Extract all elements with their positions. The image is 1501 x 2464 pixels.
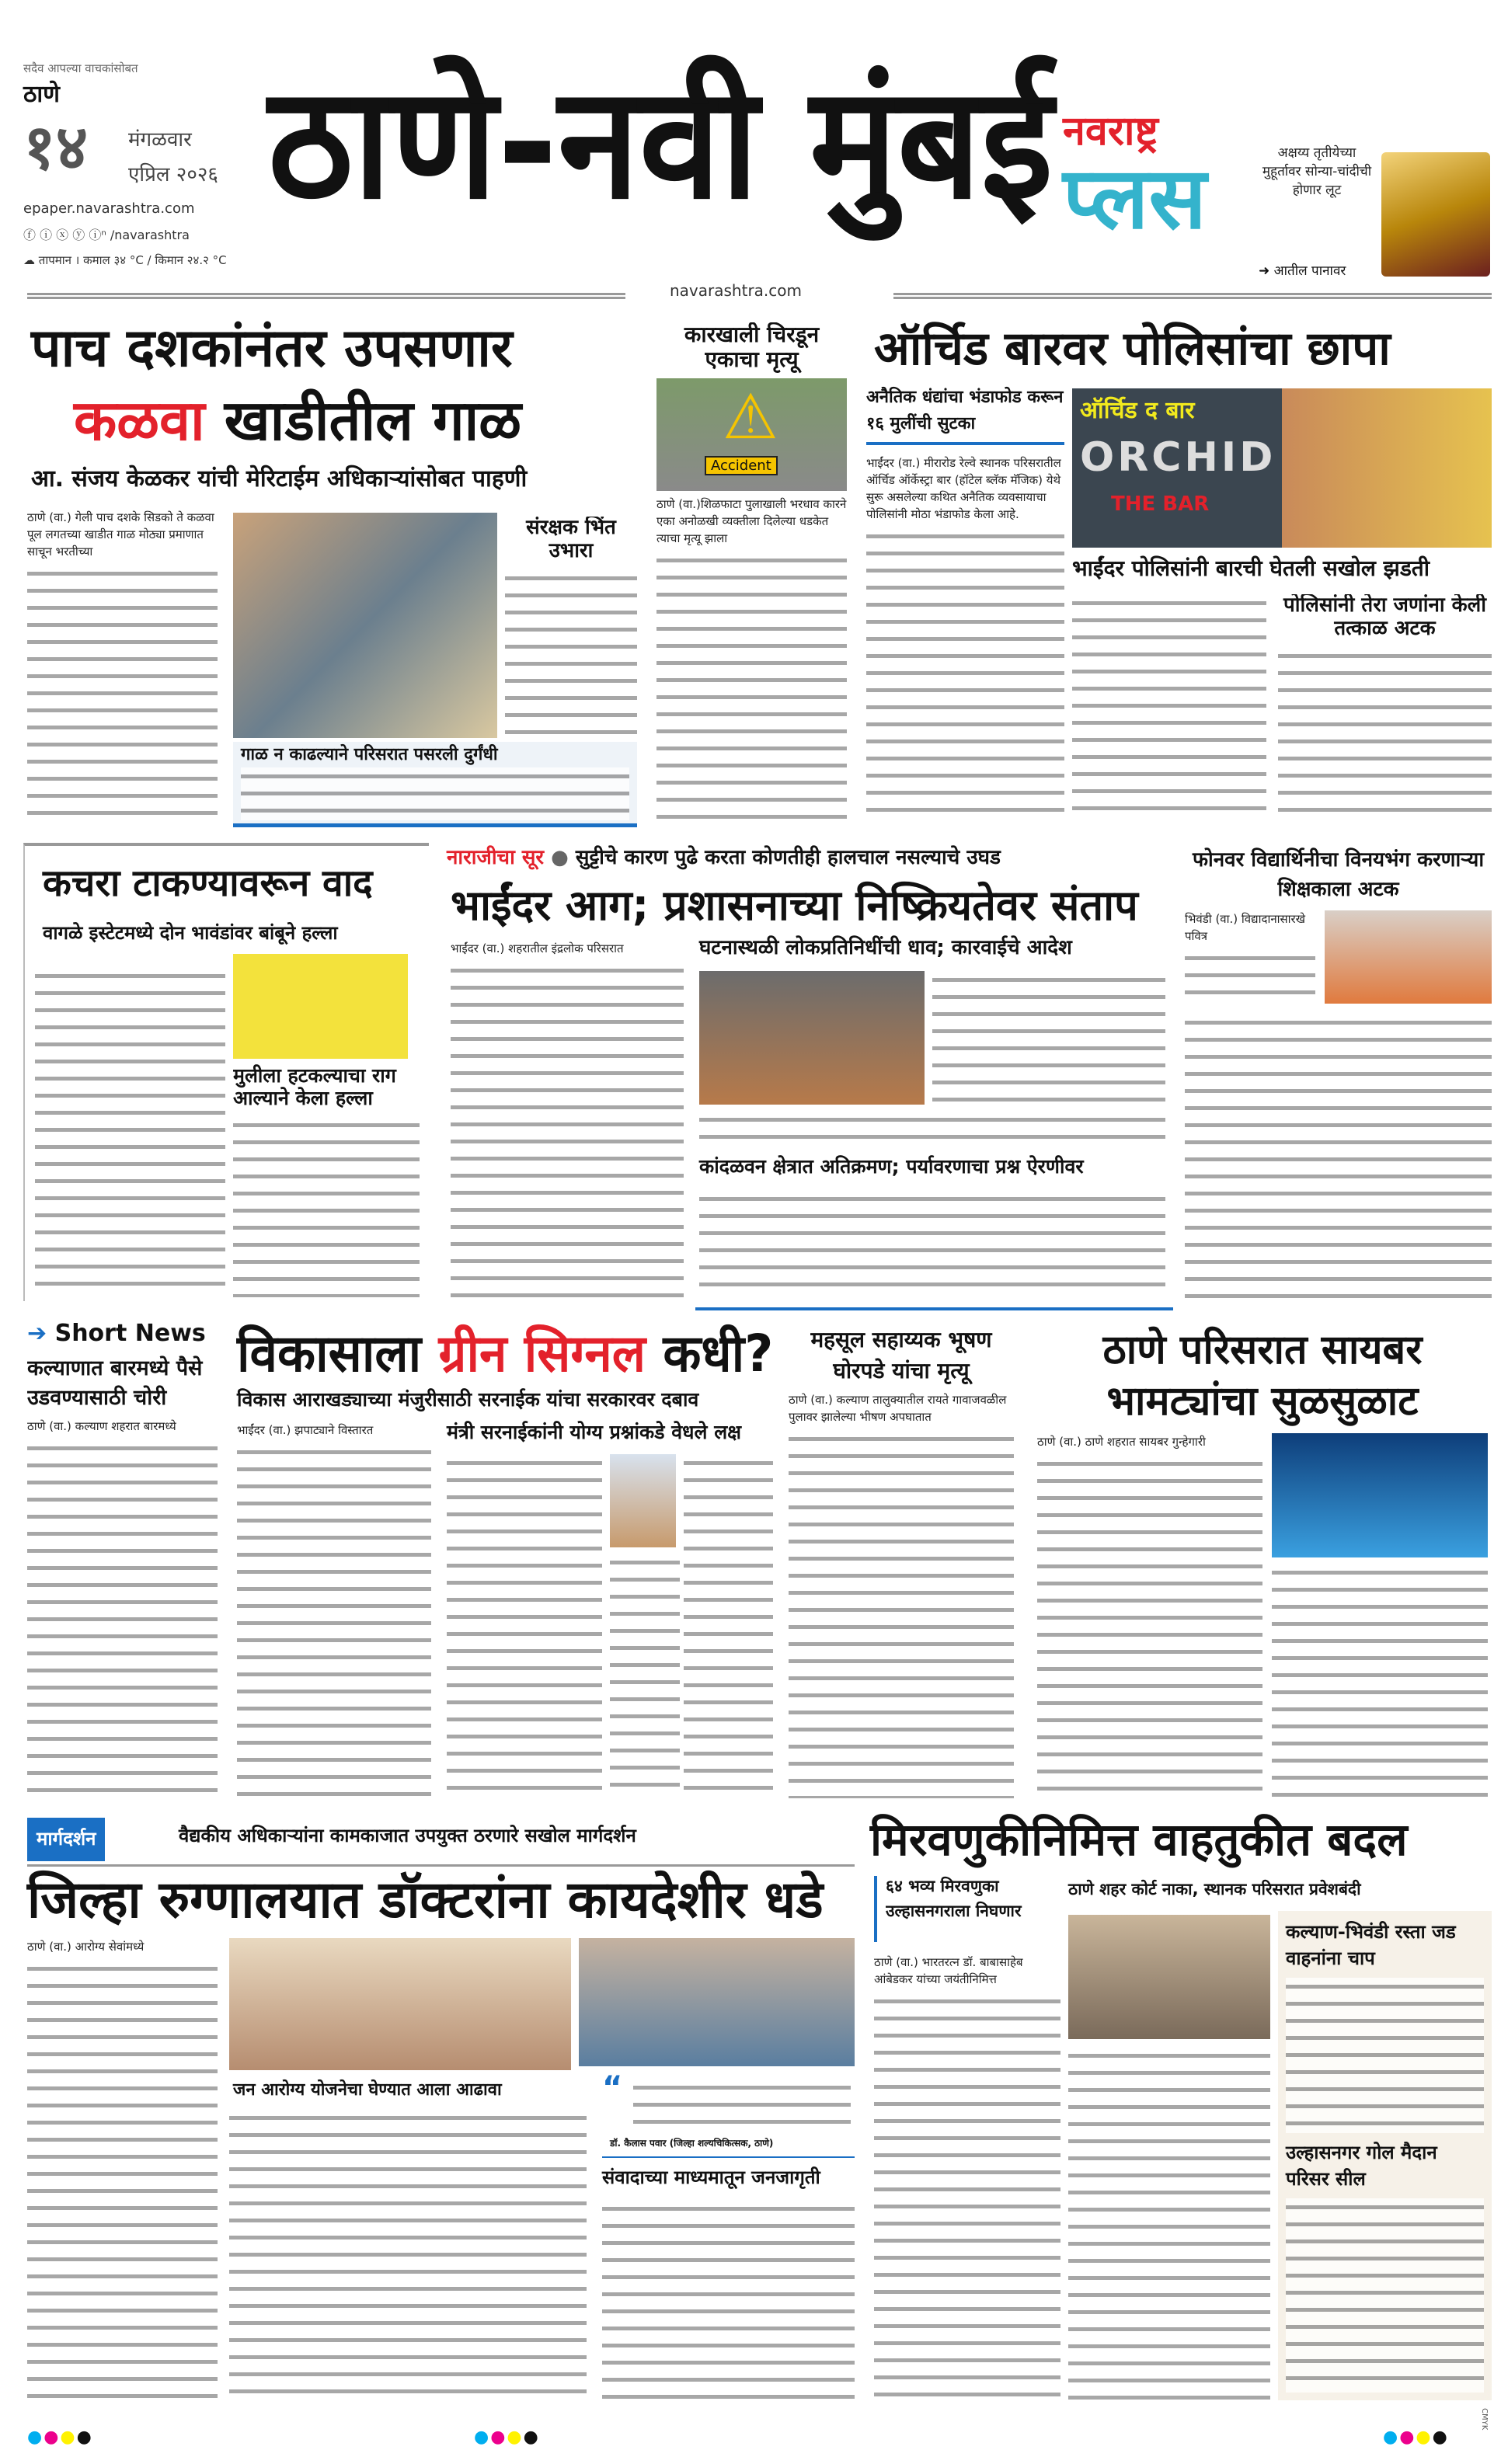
color-registration-marks: ●●●● xyxy=(1383,2427,1449,2447)
traffic-lede: ठाणे (वा.) भारतरत्न डॉ. बाबासाहेब आंबेडकर यांच्या जयंतीनिमित्त xyxy=(874,1955,1023,1986)
gold-jewellery-photo xyxy=(1381,152,1490,277)
vikas-body-3 xyxy=(684,1454,773,1798)
kalwa-headline[interactable]: पाच दशकांनंतर उपसणार xyxy=(31,318,513,379)
bhayandar-body-2 xyxy=(932,971,1165,1105)
bhayandar-body xyxy=(451,962,684,1297)
orchid-subhead: अनैतिक धंद्यांचा भंडाफोड करून १६ मुलींची सुटका xyxy=(866,388,1064,433)
cyber-body xyxy=(1037,1455,1262,1798)
doctor-body-3 xyxy=(602,2200,855,2400)
vikas-lede: भाईंदर (वा.) झपाट्याने विस्तारत xyxy=(237,1423,374,1437)
mahsul-body xyxy=(789,1430,1014,1798)
kachra-side-head: मुलीला हटकल्याचा राग आल्याने केला हल्ला xyxy=(233,1064,396,1109)
orchid-column xyxy=(866,385,1064,823)
kachra-side-column xyxy=(233,954,420,1297)
newspaper-title: ठाणे-नवी मुंबई xyxy=(268,53,1053,234)
accident-photo: ⚠ Accident xyxy=(656,378,847,491)
traffic-headline[interactable]: मिरवणुकीनिमित्त वाहतुकीत बदल xyxy=(870,1813,1408,1866)
doctor-body-2 xyxy=(229,2109,587,2400)
short-news-body xyxy=(27,1439,218,1799)
date-day: १४ xyxy=(23,111,89,183)
accident-headline[interactable]: कारखाली चिरडून एकाचा मृत्यू xyxy=(684,322,820,373)
bhayandar-subhead-2: कांदळवन क्षेत्रात अतिक्रमण; पर्यावरणाचा प्रश्न ऐरणीवर xyxy=(699,1155,1084,1178)
meeting-photo xyxy=(229,1938,571,2070)
short-news-lede: ठाणे (वा.) कल्याण शहरात बारमध्ये xyxy=(27,1418,176,1433)
doctor-subhead: जन आरोग्य योजनेचा घेण्यात आला आढावा xyxy=(233,2080,502,2100)
orchid-headline[interactable]: ऑर्चिड बारवर पोलिसांचा छापा xyxy=(874,322,1391,376)
teacher-column xyxy=(1185,845,1492,1301)
doctor-lede: ठाणे (वा.) आरोग्य सेवांमध्ये xyxy=(27,1940,145,1954)
traffic-photo xyxy=(1068,1915,1270,2039)
kalwa-side-head: संरक्षक भिंत उभारा xyxy=(526,517,616,562)
orchid-body-3 xyxy=(1278,647,1492,823)
kalwa-inspection-photo xyxy=(233,513,497,738)
doctor-body xyxy=(27,1960,218,2400)
promo-byline: ➜ आतील पानावर xyxy=(1259,263,1346,279)
doctor-tag: मार्गदर्शन xyxy=(27,1818,105,1861)
weather: ☁ तापमान । कमाल ३४ °C / किमान २४.२ °C xyxy=(23,253,227,267)
month-year: एप्रिल २०२६ xyxy=(128,163,218,186)
vikas-body-4 xyxy=(610,1554,680,1798)
mahsul-column xyxy=(789,1324,1014,1798)
kalwa-side-body xyxy=(505,569,637,736)
doctor-headline[interactable]: जिल्हा रुग्णालयात डॉक्टरांना कायदेशीर धडे xyxy=(27,1870,824,1930)
bhayandar-column xyxy=(451,940,684,1297)
doctors-photo xyxy=(579,1938,855,2066)
cyber-body-2 xyxy=(1272,1564,1488,1798)
orchid-bar-photo: ऑर्चिड द बार ORCHID THE BAR xyxy=(1072,388,1492,548)
cyber-column xyxy=(1037,1324,1488,1798)
divider xyxy=(893,293,1492,299)
hacker-photo xyxy=(1272,1433,1488,1557)
bhayandar-kicker: नाराजीचा सूर ● सुट्टीचे कारण पुढे करता कोणतीही हालचाल नसल्याचे उघड xyxy=(447,846,1001,869)
bhayandar-body-3 xyxy=(699,1111,1165,1146)
traffic-column xyxy=(874,1954,1060,2400)
accident-column xyxy=(656,322,847,823)
traffic-sidebar: कल्याण-भिवंडी रस्ता जड वाहनांना चाप उल्हासनगर गोल मैदान परिसर सील xyxy=(1278,1911,1492,2400)
kalwa-subhead: आ. संजय केळकर यांची मेरिटाईम अधिकाऱ्यांसोबत पाहणी xyxy=(31,465,528,492)
vikas-column xyxy=(237,1422,431,1798)
teacher-headline[interactable]: फोनवर विद्यार्थिनीचा विनयभंग करणाऱ्या शिक्षकाला अटक xyxy=(1192,848,1485,901)
kalwa-caption-box: गाळ न काढल्याने परिसरात पसरली दुर्गंधी xyxy=(233,742,637,827)
doctor-quote: “ डॉ. कैलास पवार (जिल्हा शल्यचिकित्सक, ठाणे) xyxy=(602,2072,855,2158)
orchid-subhead-3: पोलिसांनी तेरा जणांना केली तत्काळ अटक xyxy=(1283,594,1486,640)
promo-box[interactable] xyxy=(1259,144,1375,280)
site-url[interactable]: navarashtra.com xyxy=(670,281,802,300)
doctor-column xyxy=(27,1938,218,2400)
arrow-icon: ➜ xyxy=(1259,263,1270,279)
traffic-body xyxy=(874,1992,1060,2400)
kalwa-body xyxy=(27,565,218,823)
divider xyxy=(695,1307,1173,1310)
short-news-column xyxy=(27,1321,218,1798)
vikas-body xyxy=(237,1443,431,1798)
orchid-lede: भाईंदर (वा.) मीरारोड रेल्वे स्थानक परिसरातील ऑर्चिड ऑर्केस्ट्रा बार (हॉटेल ब्लॅक मॅजिक) येथे सुरू असलेल्या कथित अनैतिक व्यवसायाचा पोलिसांनी मोठा भंडाफोड केला आहे. xyxy=(866,456,1061,521)
traffic-subhead-left: ६४ भव्य मिरवणुका उल्हासनगराला निघणार xyxy=(886,1877,1022,1920)
kachra-subhead: वागळे इस्टेटमध्ये दोन भावंडांवर बांबूने हल्ला xyxy=(43,922,338,944)
vikas-subhead: विकास आराखड्याच्या मंजुरीसाठी सरनाईक यांचा सरकारवर दबाव xyxy=(237,1388,699,1411)
traffic-subhead-right: ठाणे शहर कोर्ट नाका, स्थानक परिसरात प्रवेशबंदी xyxy=(1068,1880,1361,1898)
navarashtra-plus-logo: नवराष्ट्र प्लस xyxy=(1063,108,1207,248)
promo-text[interactable]: अक्षय्य तृतीयेच्या मुहूर्तावर सोन्या-चांदीची होणार लूट xyxy=(1262,145,1372,198)
teacher-illustration xyxy=(1325,910,1492,1004)
bhayandar-subhead: घटनास्थळी लोकप्रतिनिधींची धाव; कारवाईचे आदेश xyxy=(699,936,1072,959)
minister-photo xyxy=(610,1454,676,1547)
doctor-kicker: वैद्यकीय अधिकाऱ्यांना कामकाजात उपयुक्त ठरणारे सखोल मार्गदर्शन xyxy=(179,1825,636,1846)
orchid-body-2 xyxy=(1072,594,1266,823)
short-news-label: ➔ Short News xyxy=(27,1321,206,1347)
epaper-link[interactable]: epaper.navarashtra.com xyxy=(23,200,195,217)
divider xyxy=(27,293,625,299)
quote-icon: “ xyxy=(602,2070,623,2106)
short-news-headline[interactable]: कल्याणात बारमध्ये पैसे उडवण्यासाठी चोरी xyxy=(27,1356,203,1410)
orchid-subhead-2: भाईंदर पोलिसांनी बारची घेतली सखोल झडती xyxy=(1072,555,1430,581)
tagline: सदैव आपल्या वाचकांसोबत xyxy=(23,61,138,75)
bhayandar-lede: भाईंदर (वा.) शहरातील इंद्रलोक परिसरात xyxy=(451,941,624,955)
teacher-body-2 xyxy=(1185,1014,1492,1301)
kachra-side-body xyxy=(233,1116,420,1298)
short-news-icon: ➔ xyxy=(27,1321,55,1347)
color-registration-marks: ●●●● xyxy=(27,2427,93,2447)
divider xyxy=(874,1876,877,1942)
assault-illustration xyxy=(233,954,408,1059)
divider xyxy=(866,442,1064,445)
cmyk-mark: CMYK xyxy=(1480,2408,1489,2431)
weekday: मंगळवार xyxy=(128,128,192,151)
traffic-body-2 xyxy=(1068,2047,1270,2400)
warning-icon: ⚠ xyxy=(723,381,778,454)
doctor-subhead-2: संवादाच्या माध्यमातून जनजागृती xyxy=(602,2166,820,2188)
edition: ठाणे xyxy=(23,81,60,108)
kalwa-headline-2[interactable]: कळवा खाडीतील गाळ xyxy=(74,388,521,453)
fire-site-photo xyxy=(699,971,925,1105)
cyber-lede: ठाणे (वा.) ठाणे शहरात सायबर गुन्हेगारी xyxy=(1037,1435,1206,1449)
kalwa-side-column xyxy=(505,517,637,736)
accident-lede: ठाणे (वा.)शिळफाटा पुलाखाली भरधाव कारने एका अनोळखी व्यक्तीला दिलेल्या धडकेत त्याचा मृत्यू झाला xyxy=(656,497,847,546)
kalwa-lede: ठाणे (वा.) गेली पाच दशके सिडको ते कळवा पूल लगतच्या खाडीत गाळ मोठ्या प्रमाणात साचून भरतीच्या xyxy=(27,510,214,559)
kachra-headline[interactable]: कचरा टाकण्यावरून वाद xyxy=(43,861,373,905)
social-row[interactable]: ⓕ ⓘ ⓧ ⓨ ⓘⁿ /navarashtra xyxy=(23,228,190,242)
vikas-subhead-2: मंत्री सरनाईकांनी योग्य प्रश्नांकडे वेधले लक्ष xyxy=(447,1421,742,1443)
kalwa-column xyxy=(27,509,218,823)
weather-icon: ☁ xyxy=(23,253,39,267)
cyber-headline[interactable]: ठाणे परिसरात सायबर भामट्यांचा सुळसुळाट xyxy=(1102,1327,1423,1425)
bhayandar-headline[interactable]: भाईंदर आग; प्रशासनाच्या निष्क्रियतेवर संताप xyxy=(451,881,1138,930)
orchid-body xyxy=(866,527,1064,823)
accident-body xyxy=(656,552,847,823)
vikas-body-2 xyxy=(447,1454,602,1798)
mangrove-body xyxy=(699,1190,1165,1299)
kachra-body xyxy=(35,967,225,1297)
vikas-headline[interactable]: विकासाला ग्रीन सिग्नल कधी? xyxy=(237,1324,774,1383)
social-icons: ⓕ ⓘ ⓧ ⓨ ⓘⁿ xyxy=(23,228,110,242)
mahsul-headline[interactable]: महसूल सहाय्यक भूषण घोरपडे यांचा मृत्यू xyxy=(810,1327,992,1383)
mahsul-lede: ठाणे (वा.) कल्याण तालुक्यातील रायते गावाजवळील पुलावर झालेल्या भीषण अपघातात xyxy=(789,1393,1007,1424)
divider xyxy=(27,1864,855,1867)
orchid-column-3 xyxy=(1278,594,1492,823)
color-registration-marks: ●●●● xyxy=(474,2427,540,2447)
teacher-body xyxy=(1185,949,1315,1008)
teacher-lede: भिवंडी (वा.) विद्यादानासारखे पवित्र xyxy=(1185,912,1305,943)
